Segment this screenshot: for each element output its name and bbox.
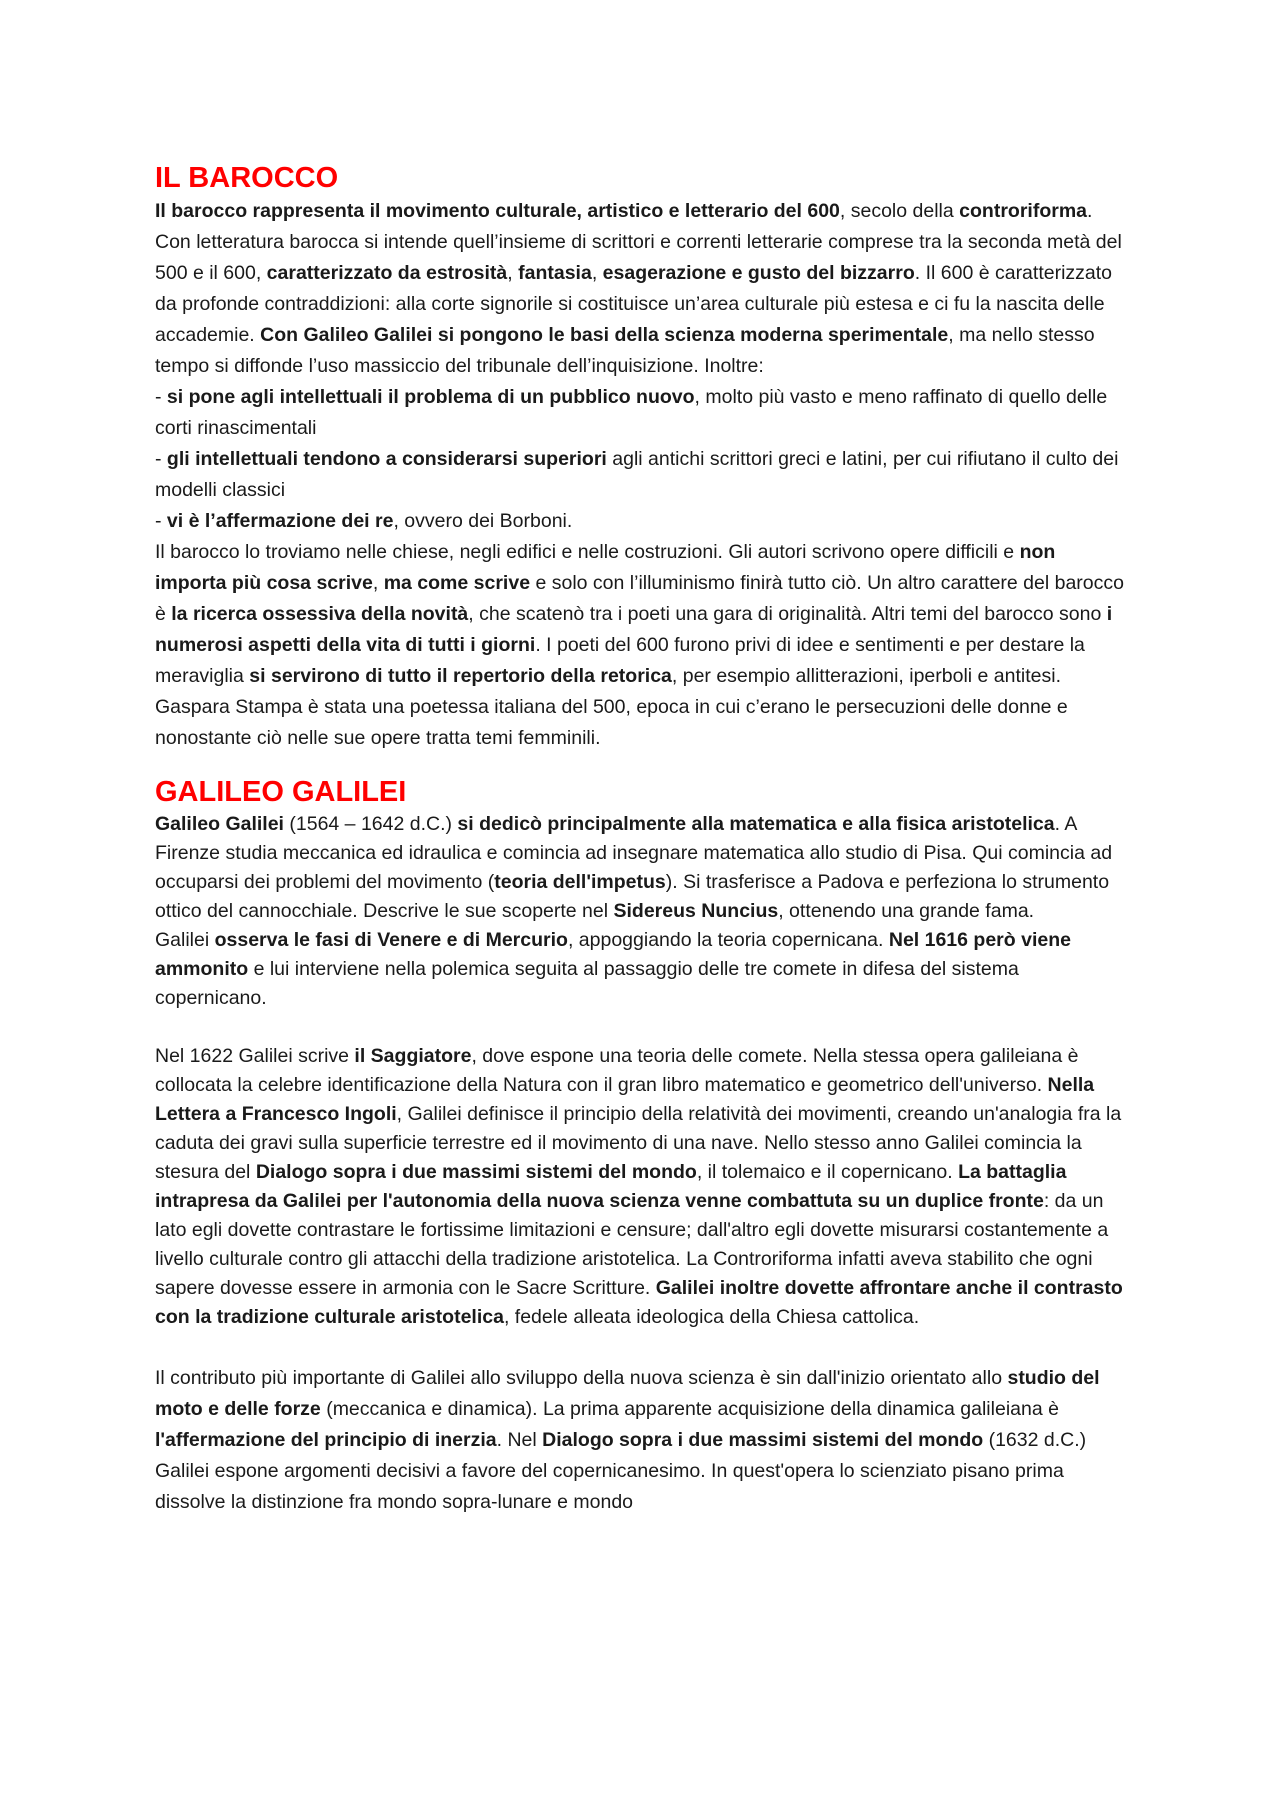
- paragraph-galileo-fasi: Galilei osserva le fasi di Venere e di Mercurio, appoggiando la teoria copernicana. Nel 1616 però viene ammonito e lui interviene nella polemica seguita al passaggio delle tre comete in difesa del sistema copernicano.: [155, 929, 1071, 1009]
- paragraph-galileo-contributo: Il contributo più importante di Galilei allo sviluppo della nuova scienza è sin dall'inizio orientato allo studio del moto e delle forze (meccanica e dinamica). La prima apparente acquisizione della dinamica galileiana è l'affermazione del principio di inerzia. Nel Dialogo sopra i due massimi sistemi del mondo (1632 d.C.) Galilei espone argomenti decisivi a favore del copernicanesimo. In quest'opera lo scienziato pisano prima dissolve la distinzione fra mondo sopra-lunare e mondo: [155, 1367, 1100, 1513]
- document-page: [155, 160, 1130, 1518]
- section-title-barocco: IL BAROCCO: [155, 162, 339, 194]
- bullet-affermazione-re: - vi è l’affermazione dei re, ovvero dei Borboni.: [155, 510, 573, 532]
- paragraph-spacer: [155, 1013, 1130, 1042]
- section-barocco: [155, 160, 1130, 754]
- paragraph-spacer: [155, 1332, 1130, 1361]
- bullet-intellettuali-superiori: - gli intellettuali tendono a considerarsi superiori agli antichi scrittori greci e latini, per cui rifiutano il culto dei modelli classici: [155, 448, 1119, 501]
- section-title-galileo: GALILEO GALILEI: [155, 776, 407, 808]
- paragraph-barocco-intro: Il barocco rappresenta il movimento culturale, artistico e letterario del 600, secolo della controriforma. Con letteratura barocca si intende quell’insieme di scrittori e correnti letterarie comprese tra la seconda metà del 500 e il 600, caratterizzato da estrosità, fantasia, esagerazione e gusto del bizzarro. Il 600 è caratterizzato da profonde contraddizioni: alla corte signorile si costituisce un’area culturale più estesa e ci fu la nascita delle accademie. Con Galileo Galilei si pongono le basi della scienza moderna sperimentale, ma nello stesso tempo si diffonde l’uso massiccio del tribunale dell’inquisizione. Inoltre:: [155, 200, 1122, 377]
- paragraph-galileo-bio: Galileo Galilei (1564 – 1642 d.C.) si dedicò principalmente alla matematica e alla fisica aristotelica. A Firenze studia meccanica ed idraulica e comincia ad insegnare matematica allo studio di Pisa. Qui comincia ad occuparsi dei problemi del movimento (teoria dell'impetus). Si trasferisce a Padova e perfeziona lo strumento ottico del cannocchiale. Descrive le sue scoperte nel Sidereus Nuncius, ottenendo una grande fama.: [155, 813, 1113, 922]
- paragraph-galileo-saggiatore: Nel 1622 Galilei scrive il Saggiatore, dove espone una teoria delle comete. Nella stessa opera galileiana è collocata la celebre identificazione della Natura con il gran libro matematico e geometrico dell'universo. Nella Lettera a Francesco Ingoli, Galilei definisce il principio della relatività dei movimenti, creando un'analogia fra la caduta dei gravi sulla superficie terrestre ed il movimento di una nave. Nello stesso anno Galilei comincia la stesura del Dialogo sopra i due massimi sistemi del mondo, il tolemaico e il copernicano. La battaglia intrapresa da Galilei per l'autonomia della nuova scienza venne combattuta su un duplice fronte: da un lato egli dovette contrastare le fortissime limitazioni e censure; dall'altro egli dovette misurarsi costantemente a livello culturale contro gli attacchi della tradizione aristotelica. La Controriforma infatti aveva stabilito che ogni sapere dovesse essere in armonia con le Sacre Scritture. Galilei inoltre dovette affrontare anche il contrasto con la tradizione culturale aristotelica, fedele alleata ideologica della Chiesa cattolica.: [155, 1045, 1123, 1328]
- paragraph-barocco-caratteri: Il barocco lo troviamo nelle chiese, negli edifici e nelle costruzioni. Gli autori scrivono opere difficili e non importa più cosa scrive, ma come scrive e solo con l’illuminismo finirà tutto ciò. Un altro carattere del barocco è la ricerca ossessiva della novità, che scatenò tra i poeti una gara di originalità. Altri temi del barocco sono i numerosi aspetti della vita di tutti i giorni. I poeti del 600 furono privi di idee e sentimenti e per destare la meraviglia si servirono di tutto il repertorio della retorica, per esempio allitterazioni, iperboli e antitesi. Gaspara Stampa è stata una poetessa italiana del 500, epoca in cui c’erano le persecuzioni delle donne e nonostante ciò nelle sue opere tratta temi femminili.: [155, 541, 1124, 749]
- bullet-pubblico-nuovo: - si pone agli intellettuali il problema di un pubblico nuovo, molto più vasto e meno raffinato di quello delle corti rinascimentali: [155, 386, 1108, 439]
- section-galileo: [155, 774, 1130, 1518]
